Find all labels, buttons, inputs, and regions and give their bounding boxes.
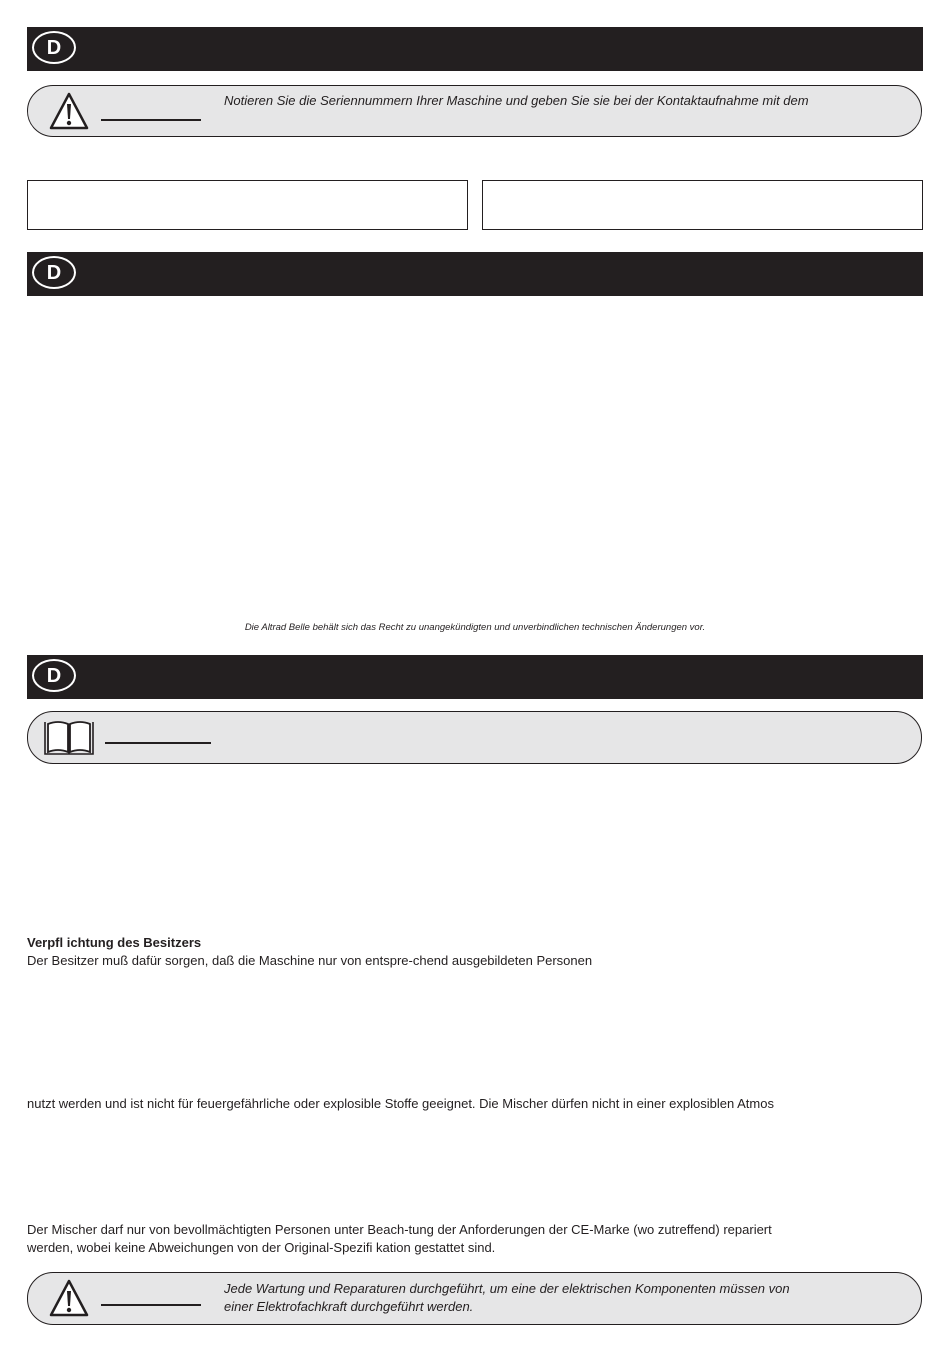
repair-text-line1: Der Mischer darf nur von bevollmächtigten Personen unter Beach-tung der Anforderungen der CE-Marke (wo zutreffend) repariert — [27, 1222, 772, 1237]
serial-number-field-right[interactable] — [482, 180, 923, 230]
usage-text: nutzt werden und ist nicht für feuergefährliche oder explosible Stoffe geeignet. Die Mischer dürfen nicht in einer explosiblen Atmos — [27, 1096, 774, 1111]
manual-book-icon — [42, 718, 96, 758]
section-header-bar — [27, 252, 923, 296]
note-underline — [101, 1304, 201, 1306]
language-badge: D — [32, 659, 76, 692]
owner-heading: Verpfl ichtung des Besitzers — [27, 935, 202, 950]
serial-note-text: Notieren Sie die Seriennummern Ihrer Maschine und geben Sie sie bei der Kontaktaufnahme mit dem — [224, 93, 809, 108]
note-underline — [101, 119, 201, 121]
language-badge: D — [32, 31, 76, 64]
section-header-bar — [27, 655, 923, 699]
serial-number-field-left[interactable] — [27, 180, 468, 230]
language-badge: D — [32, 256, 76, 289]
electrical-repair-note — [27, 1272, 922, 1325]
repair-note-line1: Jede Wartung und Reparaturen durchgeführt, um eine der elektrischen Komponenten müssen von — [224, 1281, 790, 1296]
warning-icon — [48, 1278, 90, 1318]
owner-text: Der Besitzer muß dafür sorgen, daß die Maschine nur von entspre-chend ausgebildeten Personen — [27, 953, 593, 968]
manual-note — [27, 711, 922, 764]
section-header-bar — [27, 27, 923, 71]
repair-note-line2: einer Elektrofachkraft durchgeführt werden. — [224, 1299, 474, 1314]
warning-icon — [48, 91, 90, 131]
disclaimer-text: Die Altrad Belle behält sich das Recht zu unangekündigten und unverbindlichen technischen Änderungen vor. — [244, 622, 706, 633]
repair-text-line2: werden, wobei keine Abweichungen von der Original-Spezifi kation gestattet sind. — [27, 1240, 496, 1255]
note-underline — [105, 742, 211, 744]
serial-number-note — [27, 85, 922, 137]
